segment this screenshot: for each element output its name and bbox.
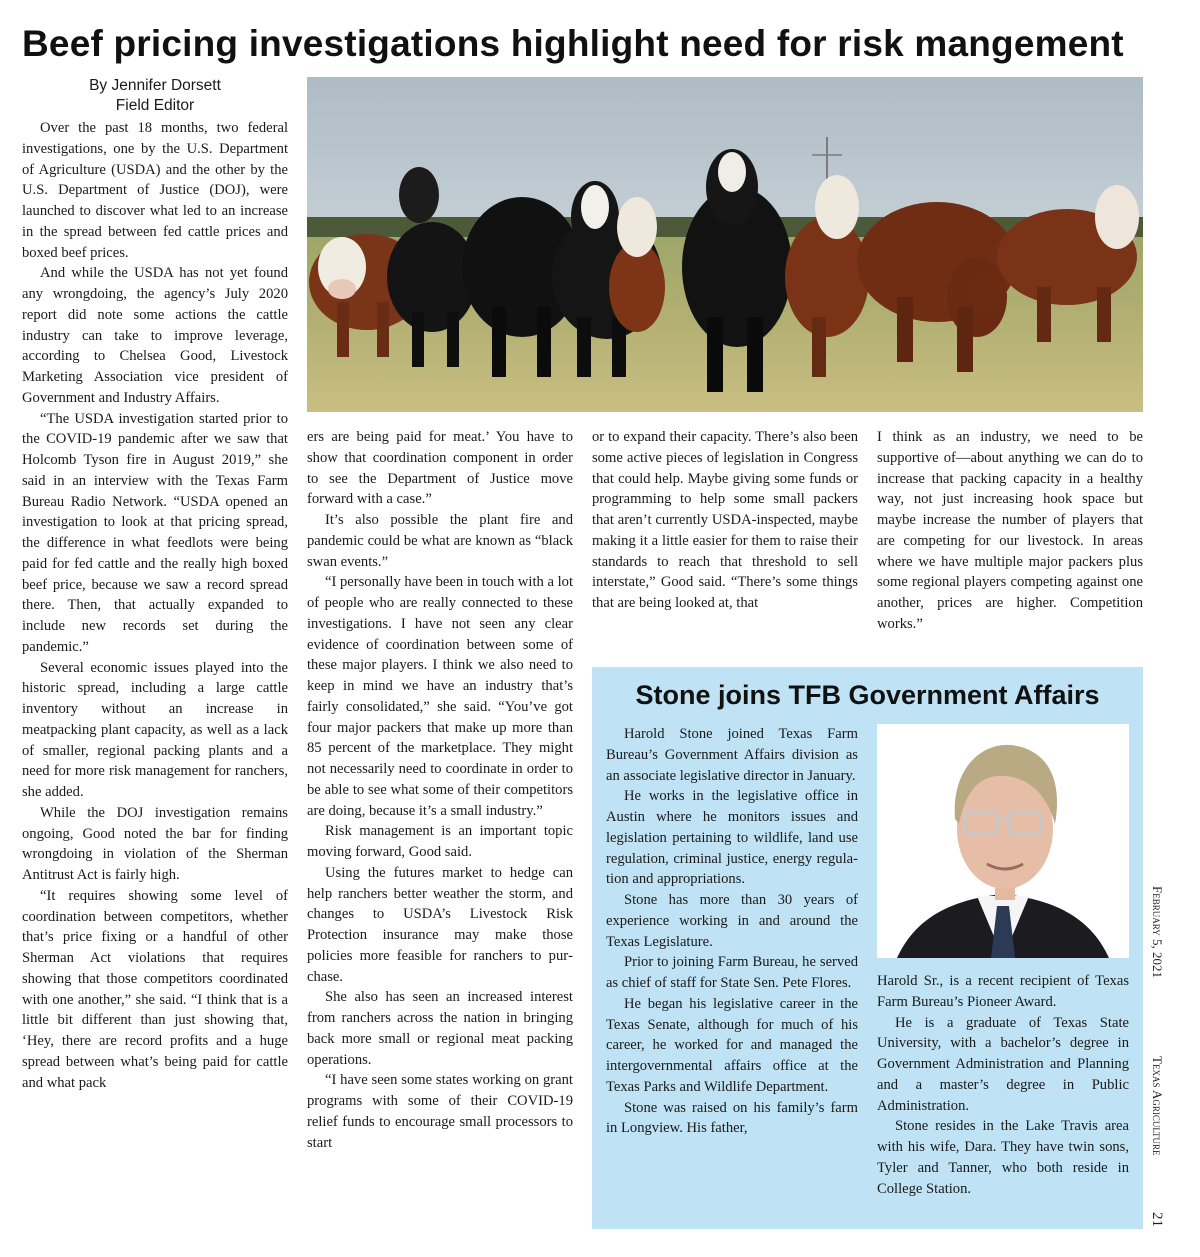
paragraph: Stone resides in the Lake Travis area with his wife, Dara. They have twin sons, Tyler and Tanner, who both reside in College Station. [877, 1118, 1129, 1197]
sidebar-title: Stone joins TFB Government Affairs [635, 680, 1100, 710]
page-folio [1145, 860, 1169, 1240]
paragraph: He is a graduate of Texas State University, with a bachelor’s degree in Government Administration and Planning and a master’s degree in Public Administration. [877, 1014, 1129, 1114]
byline-author: By Jennifer Dorsett [89, 77, 221, 94]
sidebar-column-2 [877, 971, 1129, 1199]
paragraph: “I have seen some states working on grant programs with some of their COVID-19 relief funds to encourage small processors to start [307, 1072, 573, 1151]
issue-date: February 5, 2021 [1150, 886, 1165, 978]
paragraph: It’s also possible the plant fire and pandemic could be what are known as “black swan events.” [307, 512, 573, 570]
article-column-1 [22, 118, 288, 1093]
article-column-3 [592, 427, 858, 614]
paragraph: “The USDA investigation started prior to the COVID-19 pandemic after we saw that Holcomb Tyson fire in August 2019,” she said in an interview with the Texas Farm Bureau Radio Network. “USDA opened an investigation to look at that pricing spread, the difference in what feedlots were being paid for fed cattle and the really high boxed beef price, because we saw a record spread there. Then, that actually expanded to include new records set during the pandemic.” [22, 410, 288, 655]
paragraph: Harold Stone joined Texas Farm Bureau’s Government Affairs division as an associate legislative director in January. [606, 726, 858, 784]
headline: Beef pricing investigations highlight need for risk mangement [22, 23, 1124, 64]
sidebar-column-1 [606, 724, 858, 1139]
article-column-2 [307, 427, 573, 1153]
page-number: 21 [1149, 1212, 1165, 1227]
paragraph: ers are being paid for meat.’ You have to show that coordination component in order to see the Department of Justice move forward with a case.” [307, 429, 573, 508]
sidebar-box [592, 667, 1143, 1229]
paragraph: Stone was raised on his family’s farm in Longview. His father, [606, 1099, 858, 1137]
byline [22, 76, 288, 116]
paragraph: He began his legislative career in the Texas Senate, although for much of his career, he worked for and managed the intergovernmental affairs office at the Texas Parks and Wildlife Department. [606, 995, 858, 1095]
publication-name: Texas Agriculture [1150, 1056, 1165, 1156]
paragraph: Using the futures market to hedge can help ranchers better weather the storm, and changes to USDA’s Livestock Risk Protection insurance may make those policies more feasible for ranchers to purchase. [307, 864, 573, 985]
cattle-photo [307, 77, 1143, 412]
paragraph: “It requires showing some level of coordination between competitors, whether that’s price fixing or a handful of other Sherman Act violations that requires showing that those competitors coordinated with one another,” she said. “I think that is a little bit different than just showing that, ‘Hey, there are record profits and a huge spread between what’s being paid for cattle and what pack [22, 887, 288, 1091]
paragraph: “I personally have been in touch with a lot of people who are really connected to these investigations. I have not seen any clear evidence of coordination between some of these major players. I think we also need to keep in mind we have an industry that’s fairly consolidated,” she said. “You’ve got four major packers that make up more than 85 percent of the marketplace. They might not necessarily need to coordinate in order to be able to see what some of their competitors are doing, because it’s a small industry.” [307, 574, 574, 819]
paragraph: And while the USDA has not yet found any wrongdoing, the agency’s July 2020 report did note some actions the cattle industry can take to improve leverage, according to Chelsea Good, Livestock Marketing Association vice president of Government and Industry Affairs. [22, 265, 288, 406]
byline-title: Field Editor [115, 97, 195, 114]
paragraph: Harold Sr., is a recent recipient of Texas Farm Bureau’s Pioneer Award. [877, 973, 1129, 1010]
paragraph: Prior to joining Farm Bureau, he served as chief of staff for State Sen. Pete Flores. [606, 954, 858, 991]
paragraph: or to expand their capacity. There’s also been some active pieces of legislation in Congress that could help. Maybe giving some funds or programming to help some small packers that aren’t currently USDA-inspected, maybe making it a little easier for them to raise their standards to reach that threshold to sell interstate,” Good said. “There’s some things that are being looked at, that [592, 429, 858, 611]
article-column-4 [877, 427, 1143, 635]
paragraph: Several economic issues played into the historic spread, including a large cattle inventory without an increase in meatpacking plant capacity, as well as a lack of smaller, regional packing plants and a need for more risk management for ranchers, she added. [22, 659, 288, 800]
paragraph: Over the past 18 months, two federal investigations, one by the U.S. Department of Agriculture (USDA) and the other by the U.S. Department of Justice (DOJ), were launched to discover what led to an increase in the spread between fed cattle prices and boxed beef prices. [22, 120, 288, 261]
paragraph: He works in the legislative office in Austin where he monitors issues and legislation pertaining to wildlife, land use regulation, criminal justice, energy regulation and appropriations. [606, 788, 858, 888]
paragraph: Stone has more than 30 years of experience working in and around the Texas Legislature. [606, 892, 858, 950]
paragraph: I think as an industry, we need to be supportive of—about anything we can do to increase that packing capacity in a healthy way, not just increasing hook space but maybe increase the number of players that are competing for our livestock. In areas where we have multiple major packers plus some regional players competing against one another, prices are higher. Competition works.” [877, 429, 1143, 632]
paragraph: While the DOJ investigation remains ongoing, Good noted the bar for finding wrongdoing in violation of the Sherman Antitrust Act is fairly high. [22, 804, 288, 883]
paragraph: Risk management is an important topic moving forward, Good said. [307, 823, 573, 860]
harold-stone-portrait [877, 724, 1129, 958]
paragraph: She also has seen an increased interest from ranchers across the nation in bringing back more small or regional meat packing operations. [307, 989, 573, 1068]
